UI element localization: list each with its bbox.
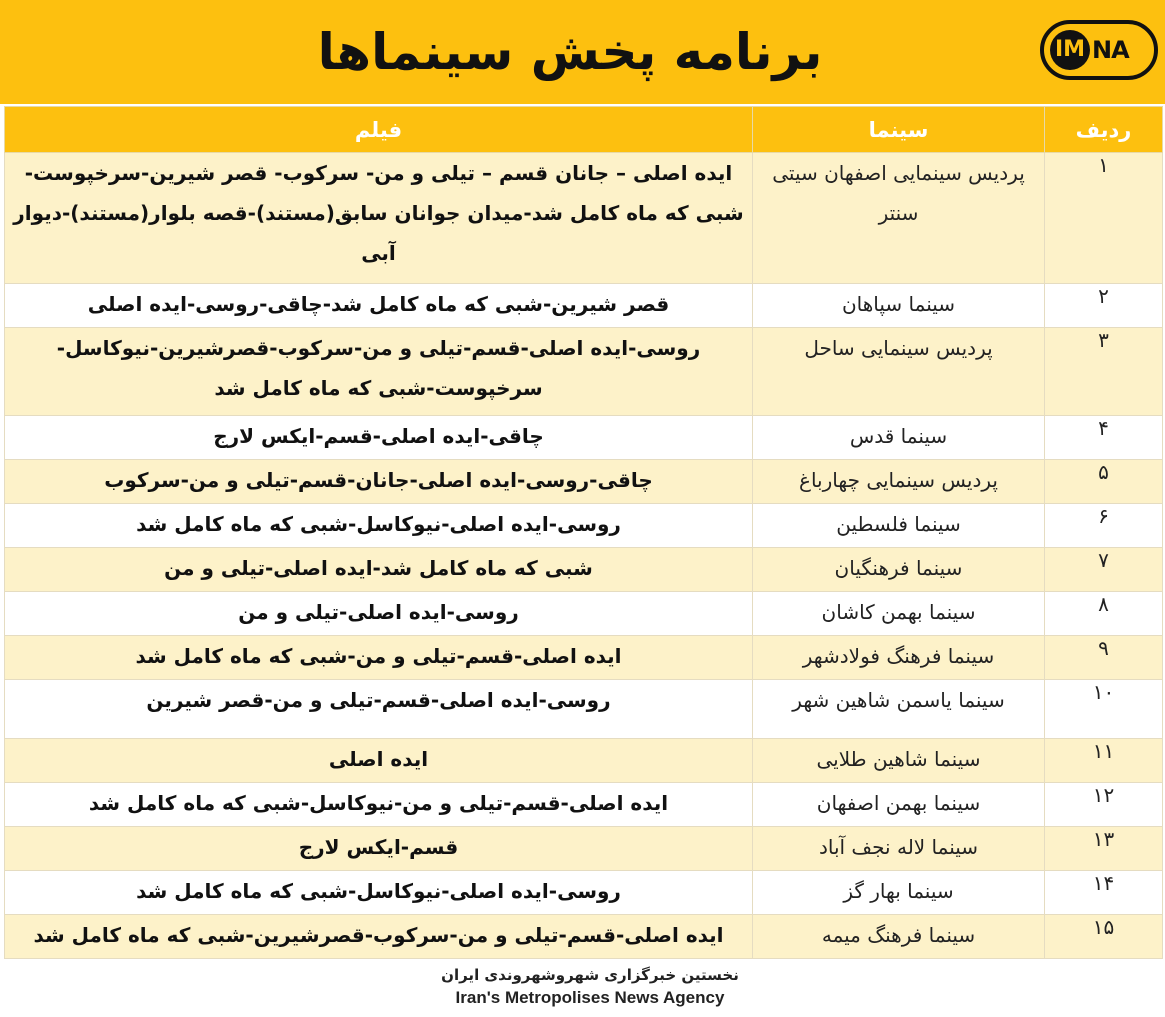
row-number-cell: ۳	[1045, 328, 1163, 416]
cinema-name-cell: سینما سپاهان	[753, 284, 1045, 328]
table-row	[5, 548, 1163, 592]
cinema-name-cell: سینما بهمن کاشان	[753, 592, 1045, 636]
cinema-name-cell: سینما بهار گز	[753, 871, 1045, 915]
row-number-cell: ۸	[1045, 592, 1163, 636]
table-row	[5, 153, 1163, 284]
cinema-name-cell: سینما فرهنگ میمه	[753, 915, 1045, 959]
cinema-name-cell: سینما لاله نجف آباد	[753, 827, 1045, 871]
film-list-cell: روسی-ایده اصلی-قسم-تیلی و من-سرکوب-قصرشیرین-نیوکاسل- سرخپوست-شبی که ماه کامل شد	[5, 328, 753, 416]
cinema-name-cell: سینما یاسمن شاهین شهر	[753, 680, 1045, 739]
table-row	[5, 284, 1163, 328]
footer-tagline-fa: نخستین خبرگزاری شهروشهروندی ایران	[441, 966, 739, 984]
table-row	[5, 827, 1163, 871]
logo-wordmark: NA	[1092, 36, 1129, 64]
page-title: برنامه پخش سینماها	[317, 23, 823, 81]
table-row	[5, 504, 1163, 548]
cinema-name-cell: سینما فلسطین	[753, 504, 1045, 548]
film-list-cell: قسم-ایکس لارج	[5, 827, 753, 871]
table-row	[5, 328, 1163, 416]
film-list-cell: روسی-ایده اصلی-نیوکاسل-شبی که ماه کامل شد	[5, 871, 753, 915]
page-header	[0, 0, 1165, 104]
row-number-cell: ۱۳	[1045, 827, 1163, 871]
column-header-row-number: ردیف	[1045, 107, 1163, 153]
film-list-cell: چاقی-روسی-ایده اصلی-جانان-قسم-تیلی و من-سرکوب	[5, 460, 753, 504]
film-list-cell: چاقی-ایده اصلی-قسم-ایکس لارج	[5, 416, 753, 460]
cinema-name-cell: پردیس سینمایی اصفهان سیتی سنتر	[753, 153, 1045, 284]
film-list-cell: ایده اصلی	[5, 739, 753, 783]
logo-mark: IM	[1050, 30, 1090, 70]
row-number-cell: ۱۱	[1045, 739, 1163, 783]
table-row	[5, 416, 1163, 460]
table-row	[5, 871, 1163, 915]
table-row	[5, 680, 1163, 739]
row-number-cell: ۷	[1045, 548, 1163, 592]
row-number-cell: ۱۲	[1045, 783, 1163, 827]
cinema-name-cell: سینما شاهین طلایی	[753, 739, 1045, 783]
cinema-name-cell: سینما قدس	[753, 416, 1045, 460]
table-header-row	[5, 107, 1163, 153]
imna-logo	[1040, 20, 1158, 80]
film-list-cell: ایده اصلی-قسم-تیلی و من-شبی که ماه کامل شد	[5, 636, 753, 680]
cinema-name-cell: سینما فرهنگیان	[753, 548, 1045, 592]
film-list-cell: قصر شیرین-شبی که ماه کامل شد-چاقی-روسی-ایده اصلی	[5, 284, 753, 328]
film-list-cell: ایده اصلی-قسم-تیلی و من-سرکوب-قصرشیرین-شبی که ماه کامل شد	[5, 915, 753, 959]
column-header-cinema: سینما	[753, 107, 1045, 153]
film-list-cell: شبی که ماه کامل شد-ایده اصلی-تیلی و من	[5, 548, 753, 592]
footer	[380, 964, 800, 1010]
cinema-name-cell: پردیس سینمایی چهارباغ	[753, 460, 1045, 504]
film-list-cell: ایده اصلی – جانان قسم – تیلی و من- سرکوب- قصر شیرین-سرخپوست- شبی که ماه کامل شد-میدان جوانان سابق(مستند)-قصه بلوار(مستند)-دیوار آبی	[5, 153, 753, 284]
column-header-film: فیلم	[5, 107, 753, 153]
film-list-cell: ایده اصلی-قسم-تیلی و من-نیوکاسل-شبی که ماه کامل شد	[5, 783, 753, 827]
row-number-cell: ۹	[1045, 636, 1163, 680]
film-list-cell: روسی-ایده اصلی-تیلی و من	[5, 592, 753, 636]
row-number-cell: ۱۰	[1045, 680, 1163, 739]
row-number-cell: ۴	[1045, 416, 1163, 460]
table-row	[5, 783, 1163, 827]
footer-tagline-en: Iran's Metropolises News Agency	[455, 988, 725, 1007]
row-number-cell: ۲	[1045, 284, 1163, 328]
row-number-cell: ۱۴	[1045, 871, 1163, 915]
cinema-name-cell: پردیس سینمایی ساحل	[753, 328, 1045, 416]
row-number-cell: ۱	[1045, 153, 1163, 284]
row-number-cell: ۵	[1045, 460, 1163, 504]
table-row	[5, 460, 1163, 504]
table-row	[5, 739, 1163, 783]
table-body	[5, 153, 1163, 959]
row-number-cell: ۱۵	[1045, 915, 1163, 959]
film-list-cell: روسی-ایده اصلی-نیوکاسل-شبی که ماه کامل شد	[5, 504, 753, 548]
cinema-name-cell: سینما بهمن اصفهان	[753, 783, 1045, 827]
cinema-name-cell: سینما فرهنگ فولادشهر	[753, 636, 1045, 680]
table-row	[5, 636, 1163, 680]
film-list-cell: روسی-ایده اصلی-قسم-تیلی و من-قصر شیرین	[5, 680, 753, 739]
table-row	[5, 592, 1163, 636]
cinema-schedule-table	[4, 106, 1163, 959]
row-number-cell: ۶	[1045, 504, 1163, 548]
table-row	[5, 915, 1163, 959]
